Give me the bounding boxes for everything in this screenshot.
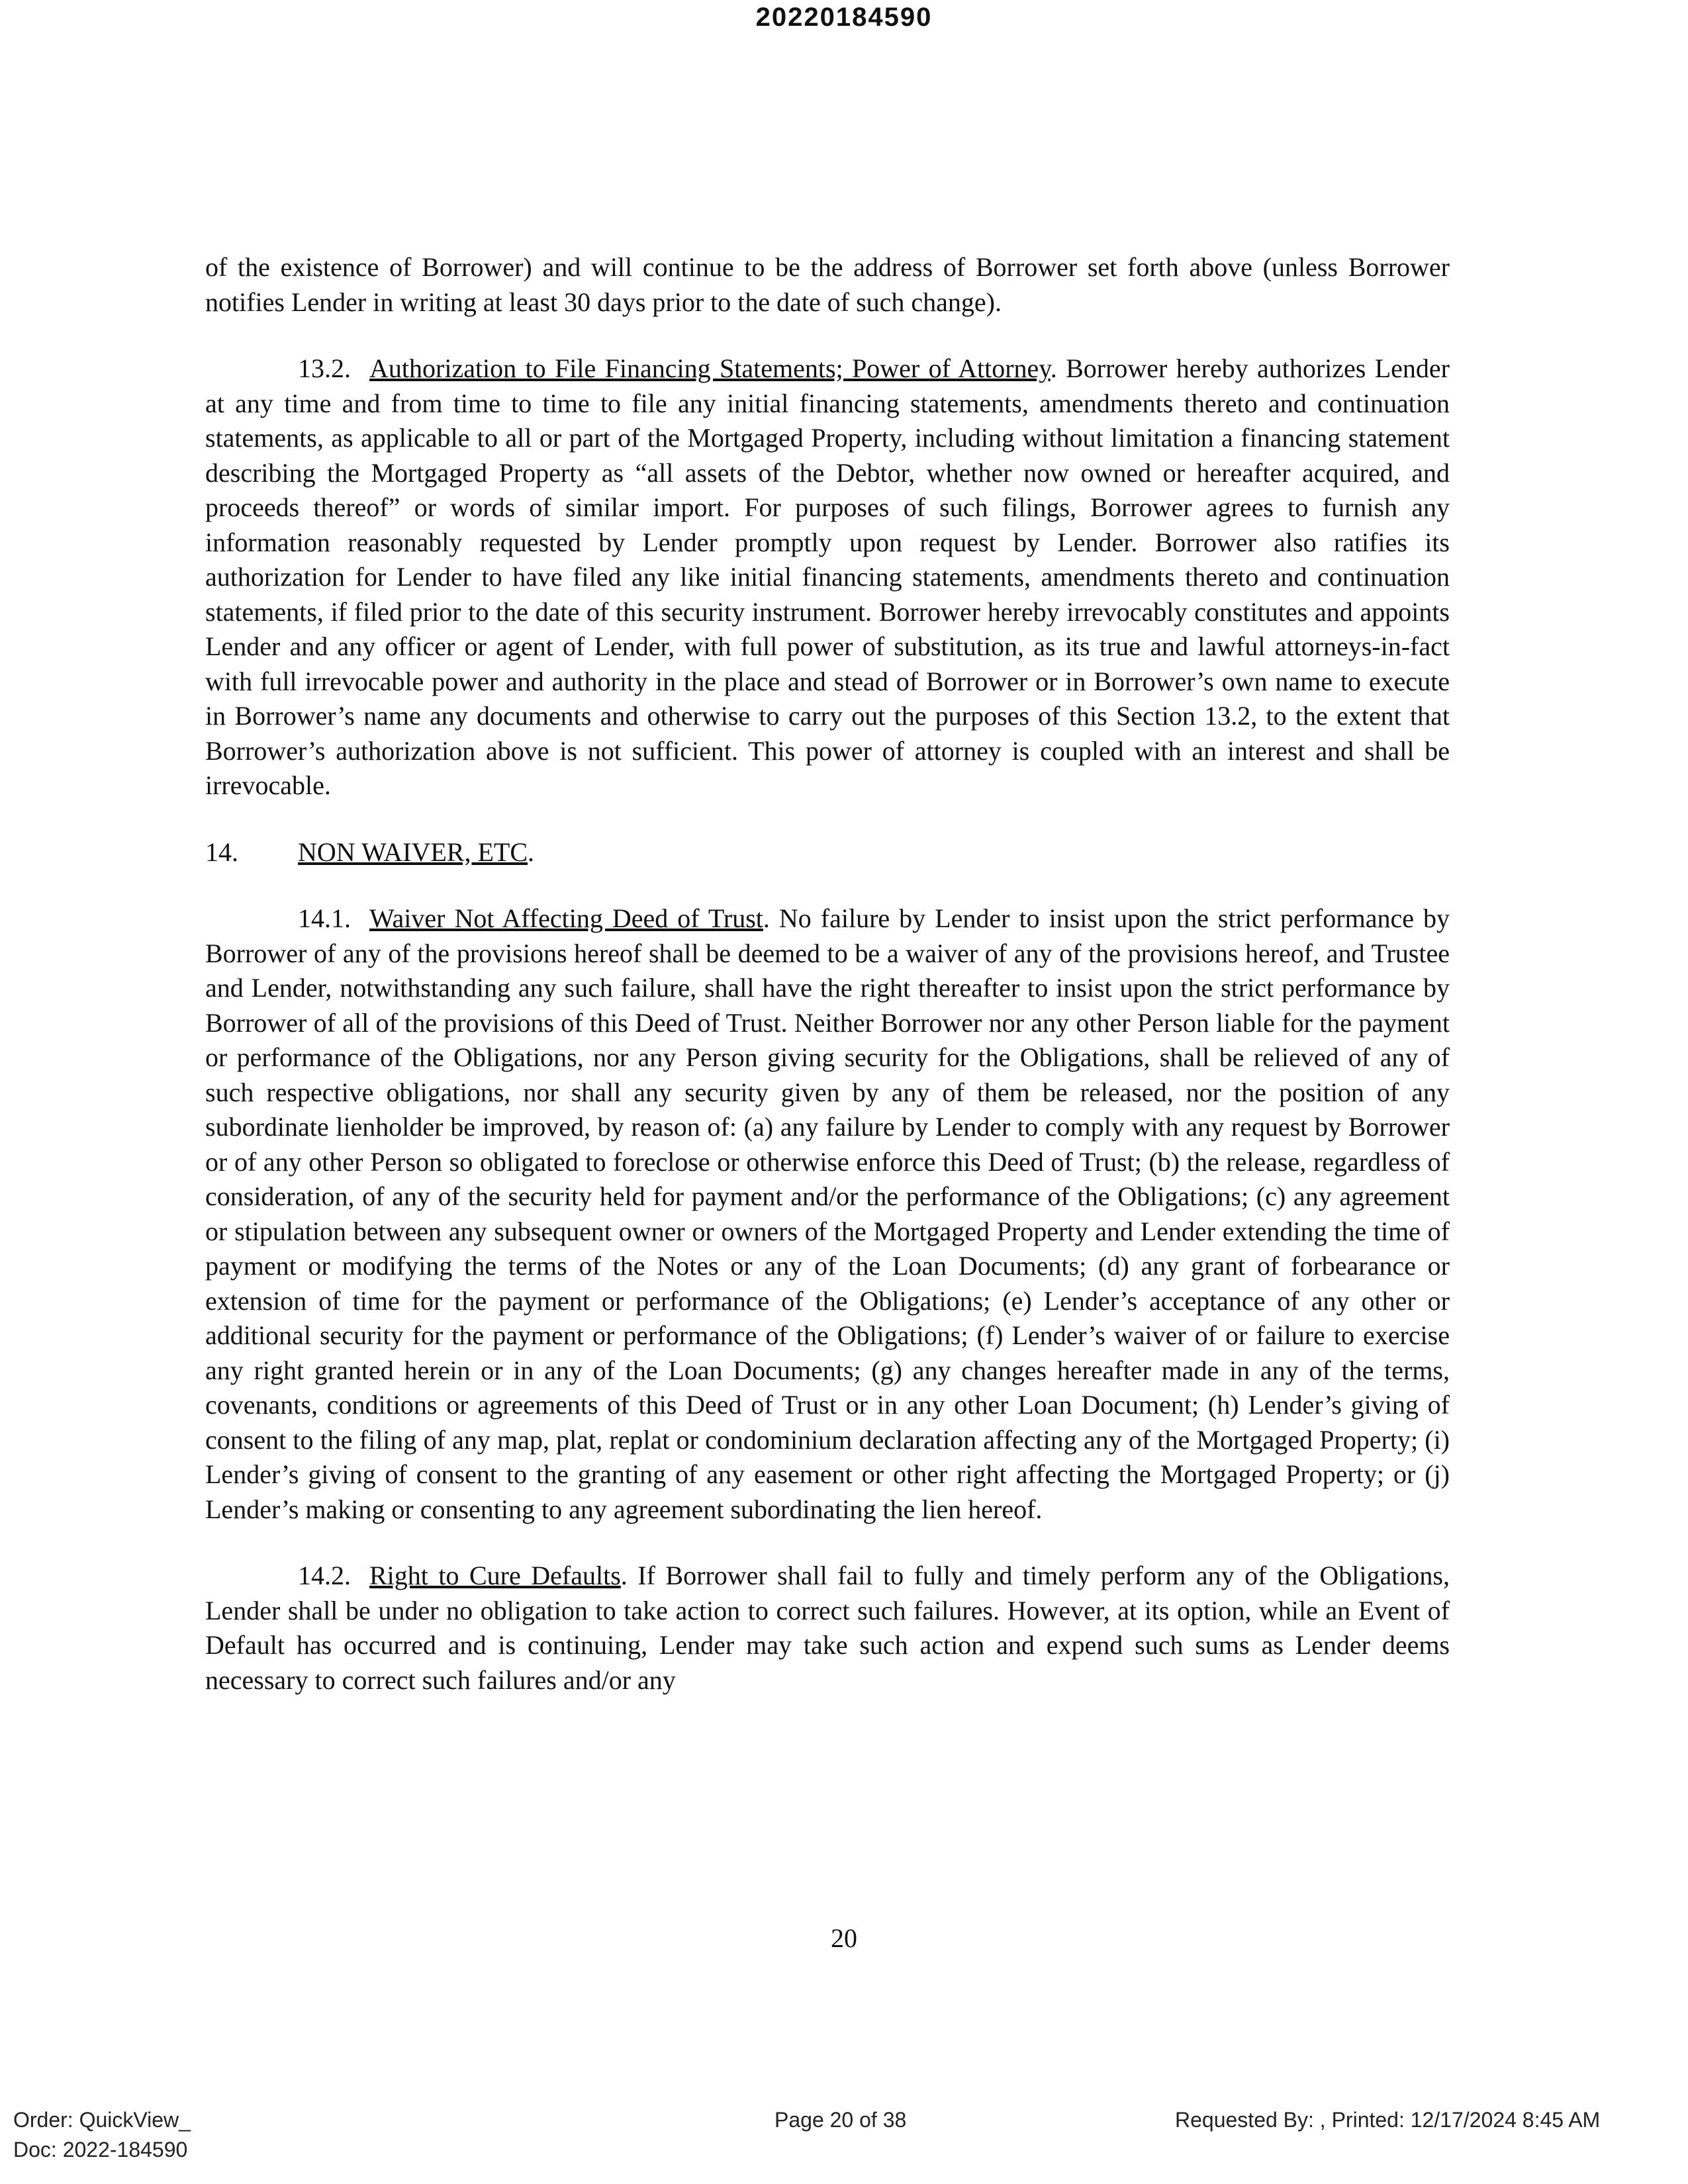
section-body: . Borrower hereby authorizes Lender at any time and from time to time to file any initial financing statements, amendments thereto and continuation statements, as applicable to all or part of the Mortgaged Property, including without limitation a financing statement describing the Mortgaged Property as “all assets of the Debtor, whether now owned or hereafter acquired, and proceeds thereof” or words of similar import. For purposes of such filings, Borrower agrees to furnish any information reasonably requested by Lender promptly upon request by Lender. Borrower also ratifies its authorization for Lender to have filed any like initial financing statements, amendments thereto and continuation statements, if filed prior to the date of this security instrument. Borrower hereby irrevocably constitutes and appoints Lender and any officer or agent of Lender, with full power of substitution, as its true and lawful attorneys-in-fact with full irrevocable power and authority in the place and stead of Borrower or in Borrower’s own name to execute in Borrower’s name any documents and otherwise to carry out the purposes of this Section 13.2, to the extent that Borrower’s authorization above is not sufficient. This power of attorney is coupled with an interest and shall be irrevocable.: [205, 353, 1450, 800]
section-number: 14.2.: [298, 1561, 351, 1590]
section-body: . No failure by Lender to insist upon the strict performance by Borrower of any of the provisions hereof shall be deemed to be a waiver of any of the provisions hereof, and Trustee and Lender, notwithstanding any such failure, shall have the right thereafter to insist upon the strict performance by Borrower of all of the provisions of this Deed of Trust. Neither Borrower nor any other Person liable for the payment or performance of the Obligations, nor any Person giving security for the Obligations, shall be relieved of any of such respective obligations, nor shall any security given by any of them be released, nor the position of any subordinate lienholder be improved, by reason of: (a) any failure by Lender to comply with any request by Borrower or of any other Person so obligated to foreclose or otherwise enforce this Deed of Trust; (b) the release, regardless of consideration, of any of the security held for payment and/or the performance of the Obligations; (c) any agreement or stipulation between any subsequent owner or owners of the Mortgaged Property and Lender extending the time of payment or modifying the terms of the Notes or any of the Loan Documents; (d) any grant of forbearance or extension of time for the payment or performance of the Obligations; (e) Lender’s acceptance of any other or additional security for the payment or performance of the Obligations; (f) Lender’s waiver of or failure to exercise any right granted herein or in any of the Loan Documents; (g) any changes hereafter made in any of the terms, covenants, conditions or agreements of this Deed of Trust or in any other Loan Document; (h) Lender’s giving of consent to the filing of any map, plat, replat or condominium declaration affecting any of the Mortgaged Property; (i) Lender’s giving of consent to the granting of any easement or other right affecting the Mortgaged Property; or (j) Lender’s making or consenting to any agreement subordinating the lien hereof.: [205, 903, 1450, 1524]
section-title: Authorization to File Financing Statements; Power of Attorney: [369, 353, 1051, 383]
section-14-heading: [205, 835, 1450, 870]
page-number: 20: [831, 1923, 857, 1953]
footer-requested-printed: Requested By: , Printed: 12/17/2024 8:45 AM: [1175, 2108, 1601, 2132]
footer-doc: Doc: 2022-184590: [13, 2138, 188, 2161]
document-body: [205, 250, 1450, 1729]
section-14-1-paragraph: [205, 901, 1450, 1527]
section-number: 14.: [205, 837, 238, 867]
recording-number: 20220184590: [755, 3, 933, 32]
section-number: 13.2.: [298, 353, 351, 383]
section-title: Waiver Not Affecting Deed of Trust: [369, 903, 763, 933]
section-title: Right to Cure Defaults: [369, 1561, 621, 1590]
footer-page-count: Page 20 of 38: [774, 2108, 907, 2132]
section-title-end: .: [528, 837, 535, 867]
section-body: . If Borrower shall fail to fully and timely perform any of the Obligations, Lender shall be under no obligation to take action to correct such failures. However, at its option, while an Event of Default has occurred and is continuing, Lender may take such action and expend such sums as Lender deems necessary to correct such failures and/or any: [205, 1561, 1450, 1695]
footer-order: Order: QuickView_: [13, 2108, 191, 2132]
section-number: 14.1.: [298, 903, 351, 933]
section-13-2-paragraph: [205, 351, 1450, 803]
continuation-paragraph: of the existence of Borrower) and will continue to be the address of Borrower set forth above (unless Borrower notifies Lender in writing at least 30 days prior to the date of such change).: [205, 252, 1450, 317]
section-14-2-paragraph: [205, 1559, 1450, 1698]
section-title: NON WAIVER, ETC: [298, 837, 528, 867]
